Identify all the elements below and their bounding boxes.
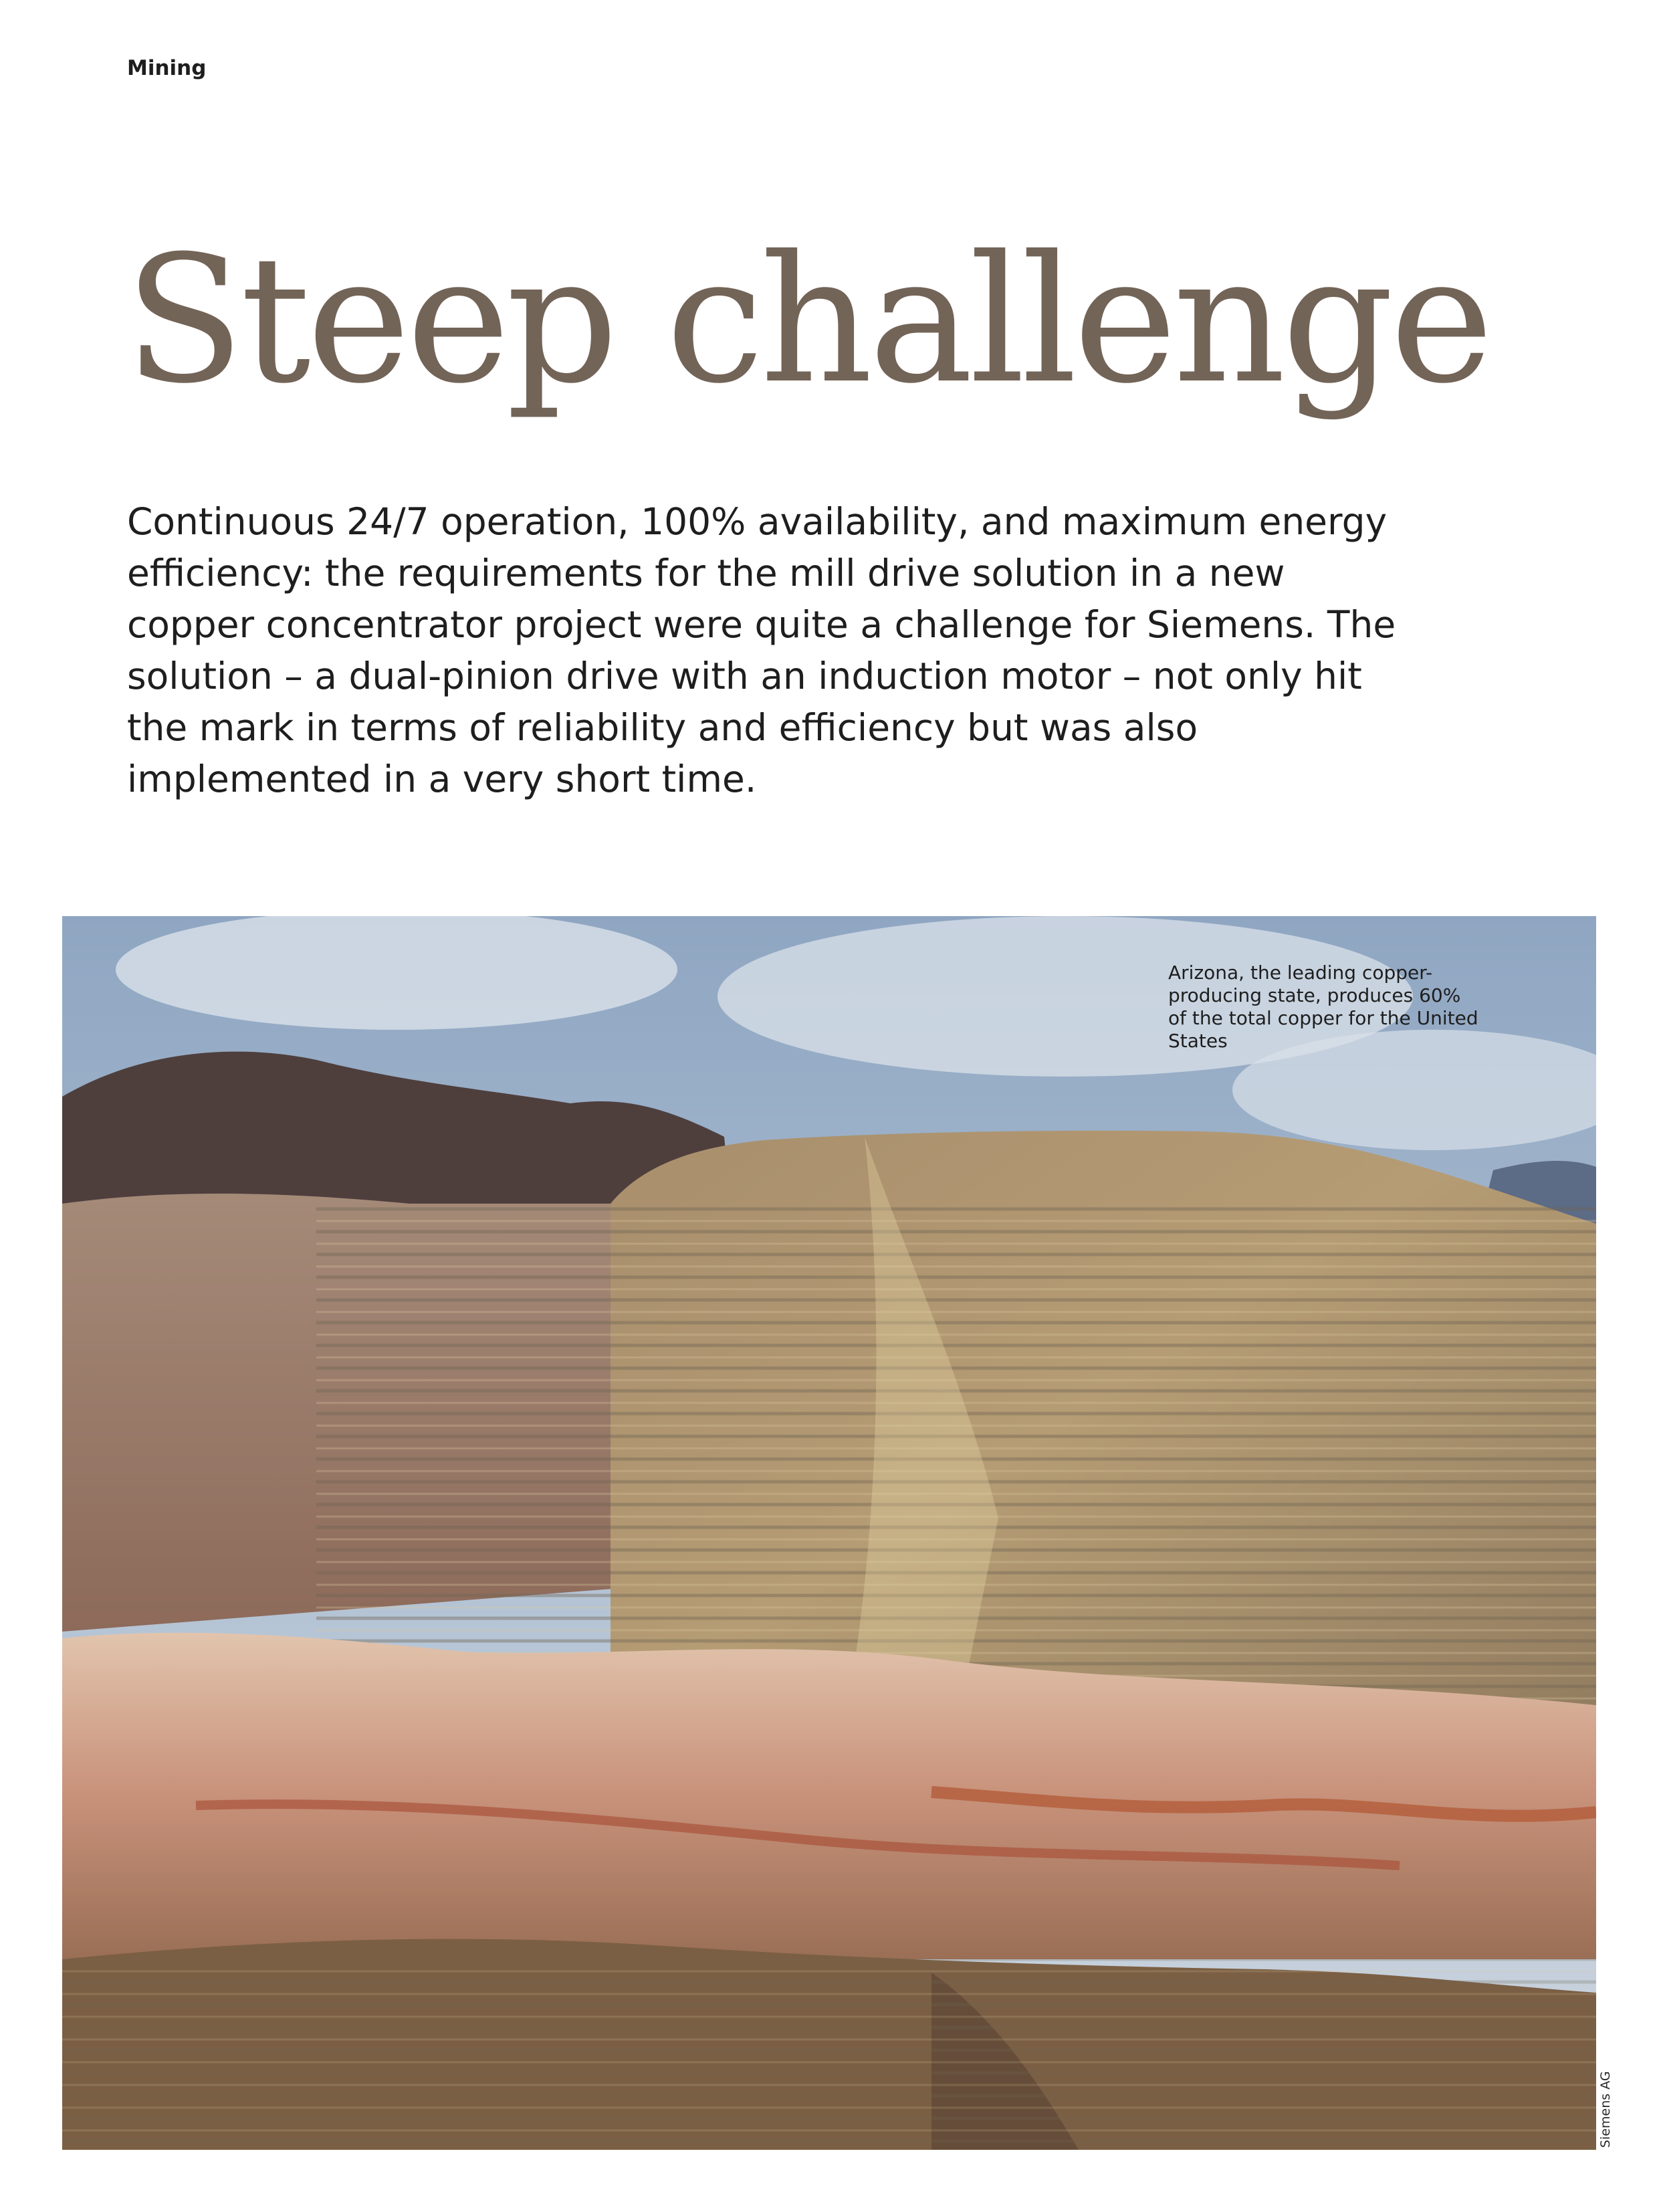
mine-photo-illustration bbox=[62, 916, 1596, 2150]
mine-photo bbox=[62, 916, 1596, 2150]
photo-caption: Arizona, the leading copper-producing state, produces 60% of the total copper for the United States bbox=[1168, 962, 1478, 1052]
intro-paragraph: Continuous 24/7 operation, 100% availability, and maximum energy efficiency: the requirements for the mill drive solution in a new copper concentrator project were quite a challenge for Siemens. The solution – a dual-pinion drive with an induction motor – not only hit the mark in terms of reliability and efficiency but was also implemented in a very short time. bbox=[127, 500, 1396, 800]
section-label: Mining bbox=[127, 56, 207, 80]
page-title: Steep challenge bbox=[124, 218, 1490, 422]
photo-credit: Siemens AG bbox=[1598, 2071, 1613, 2148]
